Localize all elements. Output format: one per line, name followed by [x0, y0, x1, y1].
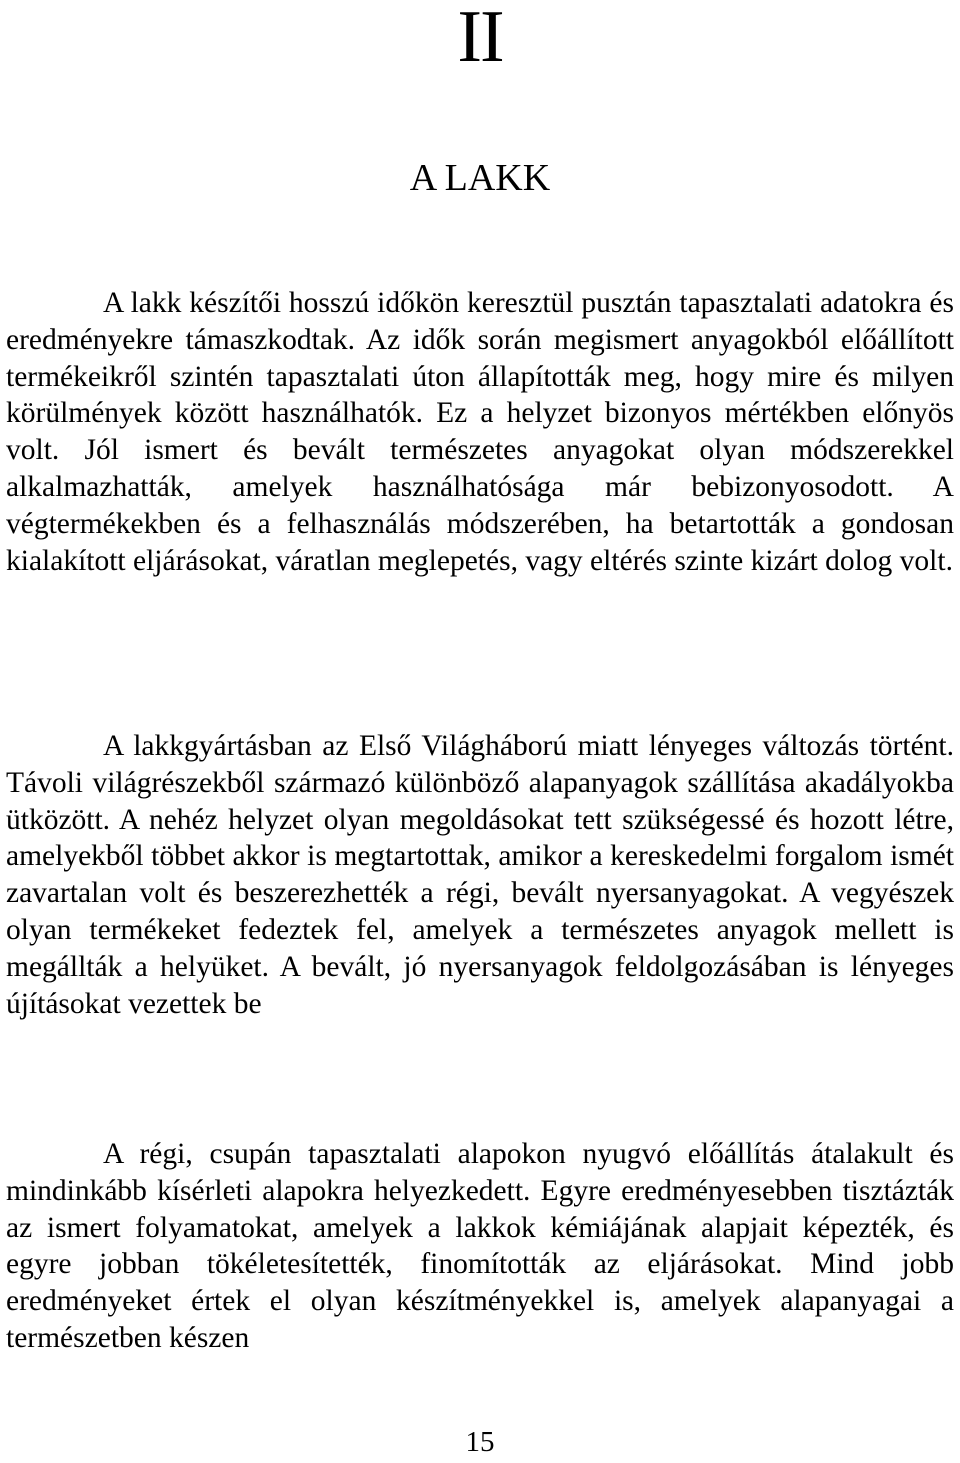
paragraph-1-block: [6, 285, 954, 579]
page-number: 15: [465, 1426, 495, 1458]
chapter-title: A LAKK: [409, 157, 551, 199]
paragraph-3-block: [6, 1136, 954, 1357]
paragraph: A lakk készítői hosszú időkön keresztül pusztán tapasztalati adatokra és eredményekre támaszkodtak. Az idők során megismert anyagokból előállított termékeikről szintén tapasztalati úton állapították meg, hogy mire és milyen körülmények között használhatók. Ez a helyzet bizonyos mértékben előnyös volt. Jól ismert és bevált természetes anyagokat olyan módszerekkel alkalmazhatták, amelyek használhatósága már bebizonyosodott. A végtermékekben és a felhasználás módszerében, ha betartották a gondosan kialakított eljárásokat, váratlan meglepetés, vagy eltérés szinte kizárt dolog volt.: [6, 287, 954, 577]
chapter-number: II: [457, 0, 503, 78]
paragraph-2-block: [6, 728, 954, 1022]
paragraph: A lakkgyártásban az Első Világháború miatt lényeges változás történt. Távoli világrészekből származó különböző alapanyagok szállítása akadályokba ütközött. A nehéz helyzet olyan megoldásokat tett szükségessé és hozott létre, amelyekből többet akkor is megtartottak, amikor a kereskedelmi forgalom ismét zavartalan volt és beszerezhették a régi, bevált nyersanyagokat. A vegyészek olyan termékeket fedeztek fel, amelyek a természetes anyagok mellett is megállták a helyüket. A bevált, jó nyersanyagok feldolgozásában is lényeges újításokat vezettek be: [6, 730, 954, 1020]
paragraph: A régi, csupán tapasztalati alapokon nyugvó előállítás átalakult és mindinkább kísérleti alapokra helyezkedett. Egyre eredményesebben tisztázták az ismert folyamatokat, amelyek a lakkok kémiájának alapjait képezték, és egyre jobban tökéletesítették, finomították az eljárásokat. Mind jobb eredményeket értek el olyan készítményekkel is, amelyek alapanyagai a természetben készen: [6, 1138, 954, 1354]
